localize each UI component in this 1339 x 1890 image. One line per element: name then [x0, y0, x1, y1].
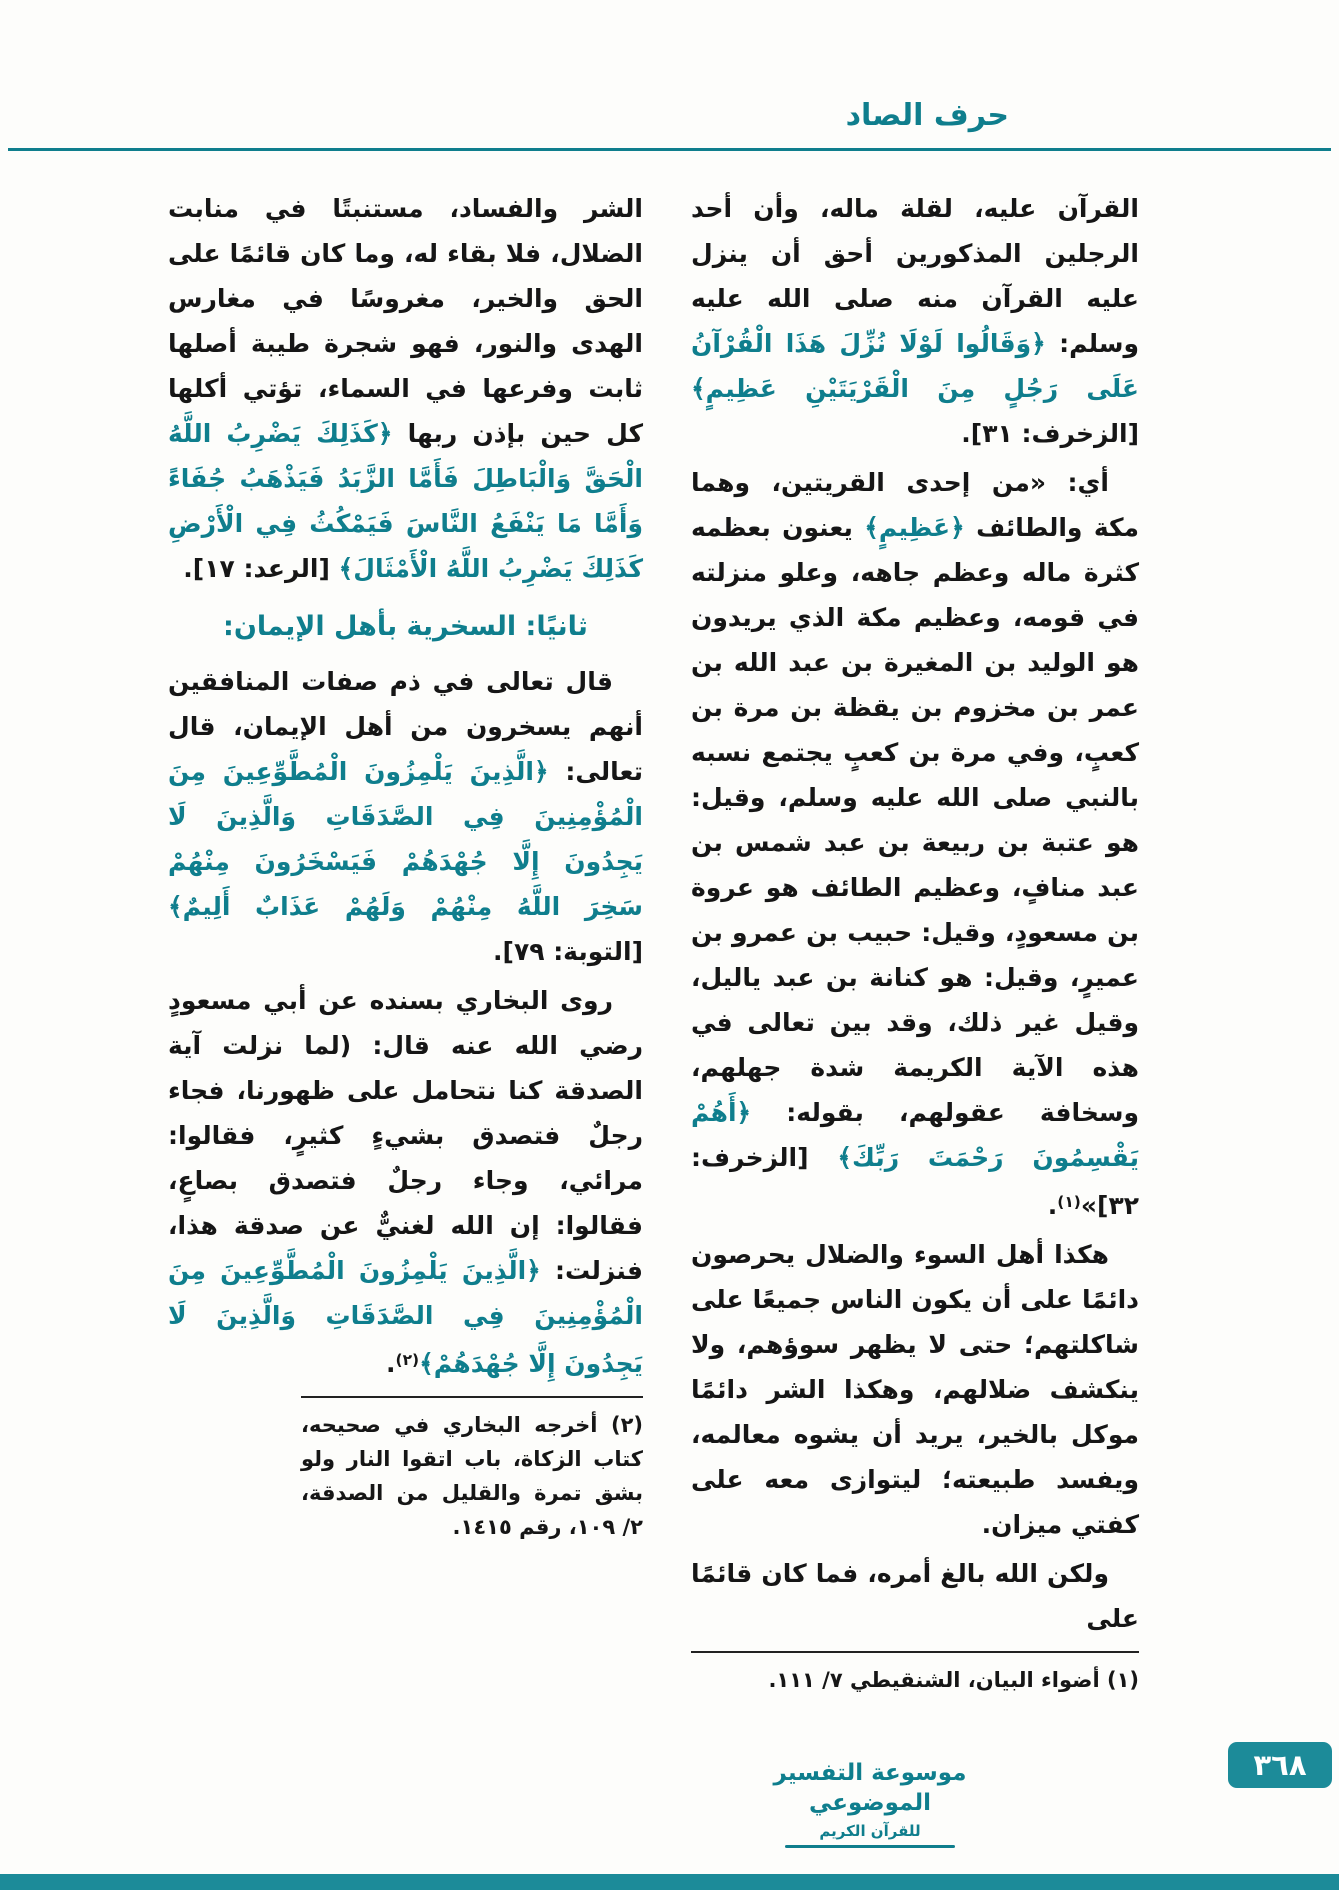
body-text: .: [385, 1349, 396, 1378]
column-right: [691, 186, 1140, 1692]
footnote-ref: (١): [1057, 1193, 1081, 1211]
body-text: قال تعالى في ذم صفات المنافقين أنهم يسخرون من أهل الإيمان، قال تعالى:: [168, 667, 643, 786]
paragraph: [168, 659, 643, 974]
footnote-separator: [301, 1396, 643, 1398]
footer-strip: [0, 1874, 1339, 1890]
quran-quote: ﴿أَهُمْ يَقْسِمُونَ رَحْمَتَ رَبِّكَ﴾: [691, 1098, 1140, 1172]
column-right-footnotes: [691, 1663, 1139, 1697]
column-left: [168, 186, 644, 1539]
publisher-logo: [745, 1759, 995, 1848]
column-right-content: [691, 186, 1139, 1645]
paragraph: [691, 186, 1139, 456]
publisher-logo-title: موسوعة التفسير الموضوعي: [773, 1760, 967, 1817]
column-left-content: [168, 186, 643, 1390]
paragraph: [168, 978, 643, 1386]
footnote-marker: (٢): [610, 1413, 644, 1437]
footnote: [691, 1663, 1139, 1697]
paragraph: [691, 1551, 1139, 1641]
body-text: [التوبة: ٧٩].: [493, 937, 643, 966]
column-left-footnotes-block: [168, 1390, 643, 1544]
header-rule: [8, 148, 1331, 151]
body-text: [الرعد: ١٧].: [183, 554, 339, 583]
quran-quote: ﴿وَقَالُوا لَوْلَا نُزِّلَ هَذَا الْقُرْآنُ عَلَى رَجُلٍ مِنَ الْقَرْيَتَيْنِ عَظِيمٍ﴾: [691, 329, 1139, 403]
body-text: ولكن الله بالغ أمره، فما كان قائمًا على: [691, 1559, 1139, 1633]
footnote-text: أخرجه البخاري في صحيحه، كتاب الزكاة، باب اتقوا النار ولو بشق تمرة والقليل من الصدقة، ٢/ ١٠٩، رقم ١٤١٥.: [301, 1413, 643, 1539]
footnote-text: أضواء البيان، الشنقيطي ٧/ ١١١.: [768, 1668, 1100, 1692]
body-text: [الزخرف: ٣١].: [961, 419, 1139, 448]
text-columns: [168, 186, 1140, 1692]
footnote-marker: (١): [1106, 1668, 1139, 1692]
body-text: .: [1047, 1191, 1058, 1220]
paragraph: [168, 186, 643, 591]
paragraph: [691, 460, 1139, 1228]
page-header-title: حرف الصاد: [845, 98, 1009, 133]
paragraph: [691, 1232, 1139, 1547]
footnote-ref: (٢): [395, 1351, 420, 1369]
body-text: القرآن عليه، لقلة ماله، وأن أحد الرجلين المذكورين أحق أن ينزل عليه القرآن منه صلى الله عليه وسلم:: [691, 194, 1139, 358]
publisher-logo-subtitle: للقرآن الكريم: [819, 1822, 921, 1840]
body-text: الشر والفساد، مستنبتًا في منابت الضلال، فلا بقاء له، وما كان قائمًا على الحق والخير، مغروسًا في مغارس الهدى والنور، فهو شجرة طيبة أصلها ثابت وفرعها في السماء، تؤتي أكلها كل حين بإذن ربها: [168, 194, 644, 448]
column-left-footnotes: [168, 1408, 643, 1544]
column-right-footnotes-block: [691, 1645, 1139, 1697]
body-text: روى البخاري بسنده عن أبي مسعودٍ رضي الله عنه قال: (لما نزلت آية الصدقة كنا نتحامل على ظهورنا، فجاء رجلٌ فتصدق بشيءٍ كثيرٍ، فقالوا: مرائي، وجاء رجلٌ فتصدق بصاعٍ، فقالوا: إن الله لغنيٌّ عن صدقة هذا، فنزلت:: [168, 986, 643, 1285]
body-text: [الزخرف: ٣٢]»: [691, 1143, 1139, 1220]
page-number-badge: ٣٦٨: [1228, 1742, 1332, 1788]
quran-quote: ﴿كَذَلِكَ يَضْرِبُ اللَّهُ الْحَقَّ وَالْبَاطِلَ فَأَمَّا الزَّبَدُ فَيَذْهَبُ جُفَاءً وَأَمَّا مَا يَنْفَعُ النَّاسَ فَيَمْكُثُ فِي الْأَرْضِ كَذَلِكَ يَضْرِبُ اللَّهُ الْأَمْثَالَ﴾: [168, 419, 643, 583]
footnote-separator: [691, 1651, 1139, 1653]
quran-quote: ﴿الَّذِينَ يَلْمِزُونَ الْمُطَّوِّعِينَ مِنَ الْمُؤْمِنِينَ فِي الصَّدَقَاتِ وَالَّذِينَ لَا يَجِدُونَ إِلَّا جُهْدَهُمْ﴾: [168, 1256, 643, 1378]
quran-quote: ﴿عَظِيمٍ﴾: [864, 513, 965, 542]
body-text: يعنون بعظمه كثرة ماله وعظم جاهه، وعلو منزلته في قومه، وعظيم مكة الذي يريدون هو الوليد بن المغيرة بن عبد الله بن عمر بن مخزوم بن يقظة بن مرة بن كعبٍ، وفي مرة بن كعبٍ يجتمع نسبه بالنبي صلى الله عليه وسلم، وقيل: هو عتبة بن ربيعة بن عبد شمس بن عبد منافٍ، وعظيم الطائف هو عروة بن مسعودٍ، وقيل: حبيب بن عمرو بن عميرٍ، وقيل: هو كنانة بن عبد ياليل، وقيل غير ذلك، وقد بين تعالى في هذه الآية الكريمة شدة جهلهم، وسخافة عقولهم، بقوله:: [691, 513, 1139, 1127]
footnote: [301, 1408, 643, 1544]
body-text: أي: «من إحدى القريتين، وهما مكة والطائف: [691, 468, 1139, 542]
logo-flourish-icon: [785, 1845, 955, 1848]
quran-quote: ﴿الَّذِينَ يَلْمِزُونَ الْمُطَّوِّعِينَ مِنَ الْمُؤْمِنِينَ فِي الصَّدَقَاتِ وَالَّذِينَ لَا يَجِدُونَ إِلَّا جُهْدَهُمْ فَيَسْخَرُونَ مِنْهُمْ سَخِرَ اللَّهُ مِنْهُمْ وَلَهُمْ عَذَابٌ أَلِيمٌ﴾: [168, 757, 643, 921]
section-heading: ثانيًا: السخرية بأهل الإيمان:: [223, 611, 588, 642]
body-text: هكذا أهل السوء والضلال يحرصون دائمًا على أن يكون الناس جميعًا على شاكلتهم؛ حتى لا يظهر سوؤهم، ولا ينكشف ضلالهم، وهكذا الشر دائمًا موكل بالخير، يريد أن يشوه معالمه، ويفسد طبيعته؛ ليتوازى معه على كفتي ميزان.: [691, 1240, 1139, 1539]
